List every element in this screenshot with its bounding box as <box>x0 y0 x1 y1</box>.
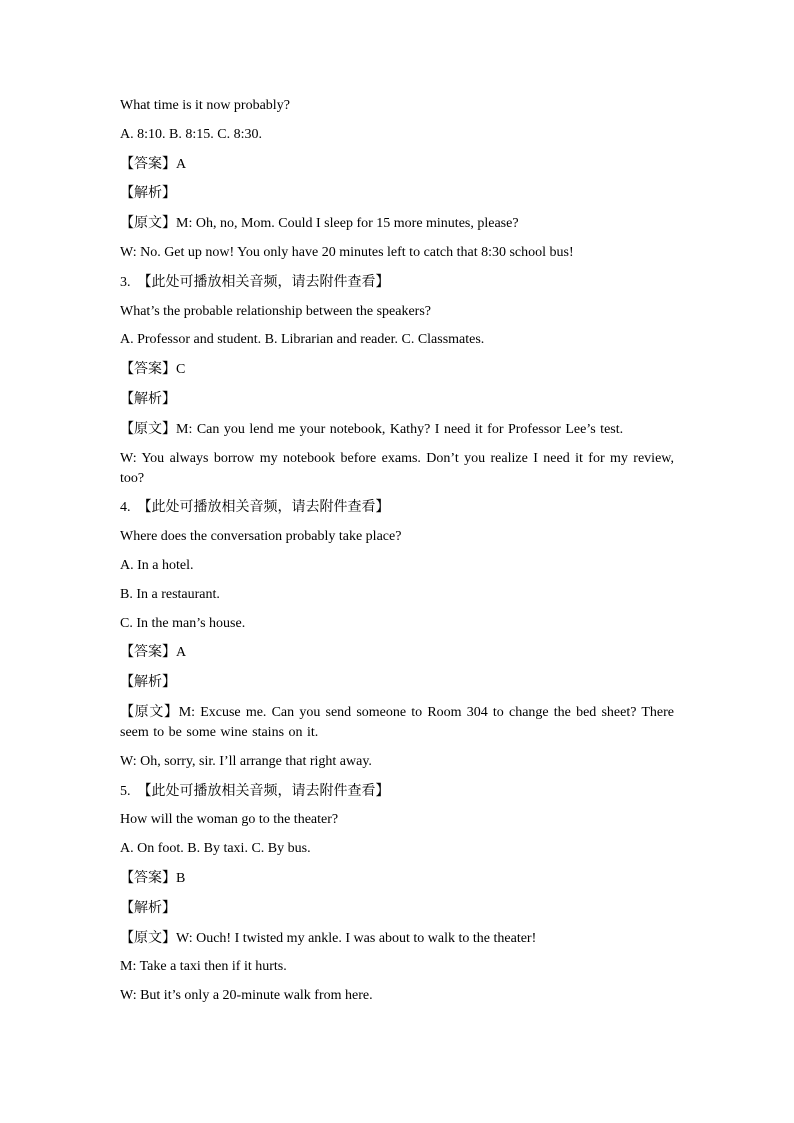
q4-analysis <box>120 672 674 693</box>
q2-transcript-text-1: M: Oh, no, Mom. Could I sleep for 15 more minutes, please? <box>176 216 519 232</box>
q4-answer-value: A <box>176 645 187 661</box>
q2-answer-value: A <box>176 156 187 172</box>
q3-analysis <box>120 389 674 410</box>
q5-transcript-3: W: But it’s only a 20-minute walk from here. <box>120 988 373 1004</box>
q3-analysis-label: 【解析】 <box>120 390 176 407</box>
q5-analysis-label: 【解析】 <box>120 899 176 916</box>
q4-transcript-text-1: M: Excuse me. Can you send someone to Room 304 to change the bed sheet? There seem to be some wine stains on it. <box>120 704 675 740</box>
q3-answer <box>120 359 674 380</box>
q5-answer-label: 【答案】 <box>120 869 176 886</box>
q5-transcript-2: M: Take a taxi then if it hurts. <box>120 959 287 975</box>
q5-answer <box>120 868 674 889</box>
q4-number: 4. <box>120 500 131 516</box>
q5-transcript-label: 【原文】 <box>120 929 176 946</box>
q3-heading <box>120 272 674 293</box>
q2-analysis-label: 【解析】 <box>120 185 176 202</box>
q4-answer-label: 【答案】 <box>120 644 176 661</box>
q3-transcript-2: W: You always borrow my notebook before exams. Don’t you realize I need it for my review, too? <box>120 450 674 486</box>
q4-transcript-label: 【原文】 <box>120 703 179 720</box>
q4-question: Where does the conversation probably take place? <box>120 529 402 545</box>
q4-option-c: C. In the man’s house. <box>120 615 246 631</box>
q3-transcript-label: 【原文】 <box>120 420 176 437</box>
q2-transcript-label: 【原文】 <box>120 215 176 232</box>
q4-audio-note: 【此处可播放相关音频，请去附件查看】 <box>137 499 390 516</box>
q2-answer <box>120 154 674 175</box>
q2-transcript-2: W: No. Get up now! You only have 20 minutes left to catch that 8:30 school bus! <box>120 244 574 260</box>
q3-number: 3. <box>120 274 131 290</box>
q4-option-b: B. In a restaurant. <box>120 586 220 602</box>
q3-audio-note: 【此处可播放相关音频，请去附件查看】 <box>137 273 390 290</box>
q4-transcript-1 <box>120 702 674 743</box>
q5-analysis <box>120 898 674 919</box>
q5-transcript-1 <box>120 928 674 949</box>
q3-options: A. Professor and student. B. Librarian and reader. C. Classmates. <box>120 332 485 348</box>
q4-option-a: A. In a hotel. <box>120 557 194 573</box>
q5-answer-value: B <box>176 870 186 886</box>
q4-heading <box>120 497 674 518</box>
q5-question: How will the woman go to the theater? <box>120 812 339 828</box>
document-body <box>120 96 674 1015</box>
q5-number: 5. <box>120 783 131 799</box>
q3-answer-value: C <box>176 362 186 378</box>
q3-transcript-1 <box>120 419 674 440</box>
q4-transcript-2: W: Oh, sorry, sir. I’ll arrange that right away. <box>120 753 372 769</box>
q2-answer-label: 【答案】 <box>120 155 176 172</box>
q4-answer <box>120 642 674 663</box>
q5-options: A. On foot. B. By taxi. C. By bus. <box>120 841 311 857</box>
q3-answer-label: 【答案】 <box>120 361 176 378</box>
q2-question: What time is it now probably? <box>120 98 290 113</box>
q4-analysis-label: 【解析】 <box>120 674 176 691</box>
q5-audio-note: 【此处可播放相关音频，请去附件查看】 <box>137 782 390 799</box>
q5-heading <box>120 781 674 802</box>
q3-transcript-text-1: M: Can you lend me your notebook, Kathy? I need it for Professor Lee’s test. <box>176 421 624 437</box>
q3-question: What’s the probable relationship between the speakers? <box>120 303 431 319</box>
q5-transcript-text-1: W: Ouch! I twisted my ankle. I was about to walk to the theater! <box>176 930 537 946</box>
q2-transcript-1 <box>120 213 674 234</box>
q2-options: A. 8:10. B. 8:15. C. 8:30. <box>120 126 262 142</box>
q2-analysis <box>120 183 674 204</box>
